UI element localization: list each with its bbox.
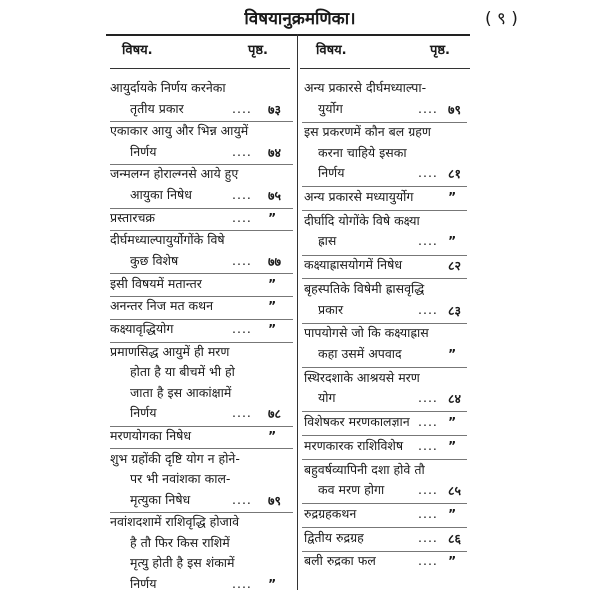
entry-separator: [302, 411, 467, 412]
entry-separator: [302, 122, 467, 123]
entry-separator: [302, 527, 467, 528]
entry-separator: [110, 230, 293, 231]
entry-line: है तौ फिर किस राशिमें: [130, 534, 230, 550]
entry-separator: [110, 208, 293, 209]
entry-line: होता है या बीचमें भी हो: [130, 364, 235, 380]
entry-page-number: ७९: [448, 101, 462, 117]
entry-separator: [302, 435, 467, 436]
entry-page-number: ”: [448, 233, 457, 249]
entry-line: इस प्रकरणमें कौन बल ग्रहण: [304, 124, 431, 140]
leader-dots: ....: [418, 390, 438, 406]
entry-separator: [302, 367, 467, 368]
entry-line: आयुर्दायके निर्णय करनेका: [110, 80, 226, 95]
entry-page-number: ७९: [268, 492, 282, 508]
entry-line: शुभ ग्रहोंकी दृष्टि योग न होने-: [110, 450, 240, 466]
entry-line: प्रस्तारचक्र: [110, 209, 155, 225]
leader-dots: ....: [418, 165, 438, 181]
leader-dots: ....: [232, 143, 252, 159]
entry-page-number: ७५: [268, 187, 282, 203]
entry-separator: [110, 512, 293, 513]
leader-dots: ....: [418, 482, 438, 497]
entry-page-number: ”: [448, 553, 457, 569]
entry-page-number: ७७: [268, 253, 282, 269]
entry-page-number: ७८: [268, 406, 282, 422]
entry-page-number: ”: [268, 298, 277, 314]
entry-page-number: ”: [448, 505, 457, 521]
entry-separator: [302, 503, 467, 504]
leader-dots: ....: [418, 233, 438, 249]
leader-dots: ....: [232, 100, 252, 116]
entry-page-number: ८२: [448, 258, 462, 274]
entry-page-number: ”: [448, 189, 457, 205]
entry-page-number: ”: [268, 320, 277, 336]
entry-separator: [302, 459, 467, 460]
entry-line: अन्य प्रकारसे दीर्घमध्याल्पा-: [304, 80, 427, 95]
entry-page-number: ”: [268, 209, 277, 225]
entry-line: मरणयोगका निषेध: [110, 427, 192, 443]
leader-dots: ....: [232, 186, 252, 202]
entry-separator: [110, 426, 293, 427]
entry-line: योग: [318, 390, 336, 406]
leader-dots: ....: [418, 553, 438, 569]
leader-dots: ....: [418, 100, 438, 116]
entry-page-number: ८६: [448, 530, 462, 546]
entry-line: करना चाहिये इसका: [318, 144, 407, 160]
leader-dots: ....: [232, 320, 252, 336]
entry-line: द्वितीय रुद्रग्रह: [304, 529, 364, 545]
entry-page-number: ”: [268, 427, 277, 443]
entry-separator: [302, 278, 467, 279]
entry-separator: [302, 551, 467, 552]
right-page-header: पृष्ठ.: [430, 43, 450, 58]
entry-line: कव मरण होगा: [318, 482, 385, 497]
entry-line: प्रमाणसिद्ध आयुमें ही मरण: [110, 343, 230, 359]
entry-line: निर्णय: [130, 405, 157, 421]
entry-line: दीर्घमध्याल्पायुर्योगोंके विषे: [110, 232, 225, 248]
entry-separator: [110, 296, 293, 297]
entry-separator: [110, 273, 293, 274]
entry-line: एकाकार आयु और भिन्न आयुमें: [110, 123, 249, 139]
entry-page-number: ”: [448, 413, 457, 429]
leader-dots: ....: [418, 301, 438, 317]
page-number: ( ९ ): [485, 9, 518, 29]
entry-line: निर्णय: [130, 575, 157, 591]
leader-dots: ....: [418, 505, 438, 521]
entry-line: रुद्रग्रहकथन: [304, 505, 357, 521]
left-header-rule: [110, 68, 290, 69]
left-subject-header: विषय.: [122, 43, 153, 58]
leader-dots: ....: [418, 413, 438, 429]
leader-dots: ....: [232, 575, 252, 591]
entry-page-number: ”: [448, 437, 457, 453]
entry-line: पर भी नवांशका काल-: [130, 471, 231, 486]
entry-line: दीर्घादि योगोंके विषे कक्ष्या: [304, 212, 420, 228]
entry-line: कक्ष्याह्रासयोगमें निषेध: [304, 257, 403, 273]
entry-line: अन्य प्रकारसे मध्यायुर्योग: [304, 189, 414, 205]
column-divider: [297, 34, 298, 590]
entry-page-number: ७३: [268, 101, 282, 117]
entry-separator: [302, 210, 467, 211]
entry-line: पापयोगसे जो कि कक्ष्याह्रास: [304, 325, 429, 341]
entry-page-number: ७४: [268, 144, 282, 160]
left-page-header: पृष्ठ.: [248, 43, 268, 58]
entry-line: बहुवर्षव्यापिनी दशा होवे तौ: [304, 461, 425, 477]
entry-line: विशेषकर मरणकालज्ञान: [304, 413, 410, 429]
entry-line: कुछ विशेष: [130, 252, 179, 268]
entry-line: मरणकारक राशिविशेष: [304, 437, 404, 453]
entry-separator: [110, 319, 293, 320]
entry-page-number: ८३: [448, 302, 462, 318]
leader-dots: ....: [418, 437, 438, 453]
right-subject-header: विषय.: [316, 43, 347, 58]
entry-separator: [302, 323, 467, 324]
leader-dots: ....: [232, 405, 252, 421]
entry-separator: [110, 342, 293, 343]
entry-line: युर्योग: [318, 100, 343, 116]
entry-line: बली रुद्रका फल: [304, 553, 376, 569]
entry-page-number: ८४: [448, 391, 462, 407]
entry-separator: [110, 121, 293, 122]
leader-dots: ....: [232, 209, 252, 225]
page-title: विषयानुक्रमणिका।: [244, 9, 356, 29]
entry-page-number: ८१: [448, 166, 462, 182]
entry-line: नवांशदशामें राशिवृद्धि होजावे: [110, 514, 240, 530]
entry-line: मृत्यु होती है इस शंकामें: [130, 555, 235, 571]
entry-page-number: ”: [268, 575, 277, 591]
entry-line: निर्णय: [130, 143, 157, 159]
entry-page-number: ”: [268, 275, 277, 291]
entry-line: स्थिरदशाके आश्रयसे मरण: [304, 369, 420, 385]
entry-separator: [110, 164, 293, 165]
entry-line: अनन्तर निज मत कथन: [110, 298, 214, 314]
entry-line: जन्मलग्न होराल्ग्नसे आये हुए: [110, 166, 239, 182]
entry-line: कक्ष्यावृद्धियोग: [110, 320, 174, 336]
leader-dots: ....: [418, 529, 438, 545]
entry-separator: [302, 255, 467, 256]
leader-dots: ....: [232, 252, 252, 268]
entry-line: जाता है इस आकांक्षामें: [130, 384, 232, 400]
entry-line: मृत्युका निषेध: [130, 491, 191, 507]
entry-page-number: ८५: [448, 483, 462, 498]
entry-line: प्रकार: [318, 301, 344, 317]
entry-page-number: ”: [448, 345, 457, 361]
entry-line: निर्णय: [318, 165, 345, 181]
right-header-rule: [300, 68, 470, 69]
entry-separator: [110, 448, 293, 449]
entry-line: बृहस्पतिके विषेमी ह्रासवृद्धि: [304, 281, 425, 296]
leader-dots: ....: [232, 491, 252, 507]
entry-line: इसी विषयमें मतान्तर: [110, 275, 202, 291]
entry-line: ह्रास: [318, 233, 337, 249]
entry-line: तृतीय प्रकार: [130, 100, 184, 116]
entry-line: कहा उसमें अपवाद: [318, 345, 402, 361]
entry-separator: [302, 186, 467, 187]
entry-line: आयुका निषेध: [130, 186, 192, 202]
